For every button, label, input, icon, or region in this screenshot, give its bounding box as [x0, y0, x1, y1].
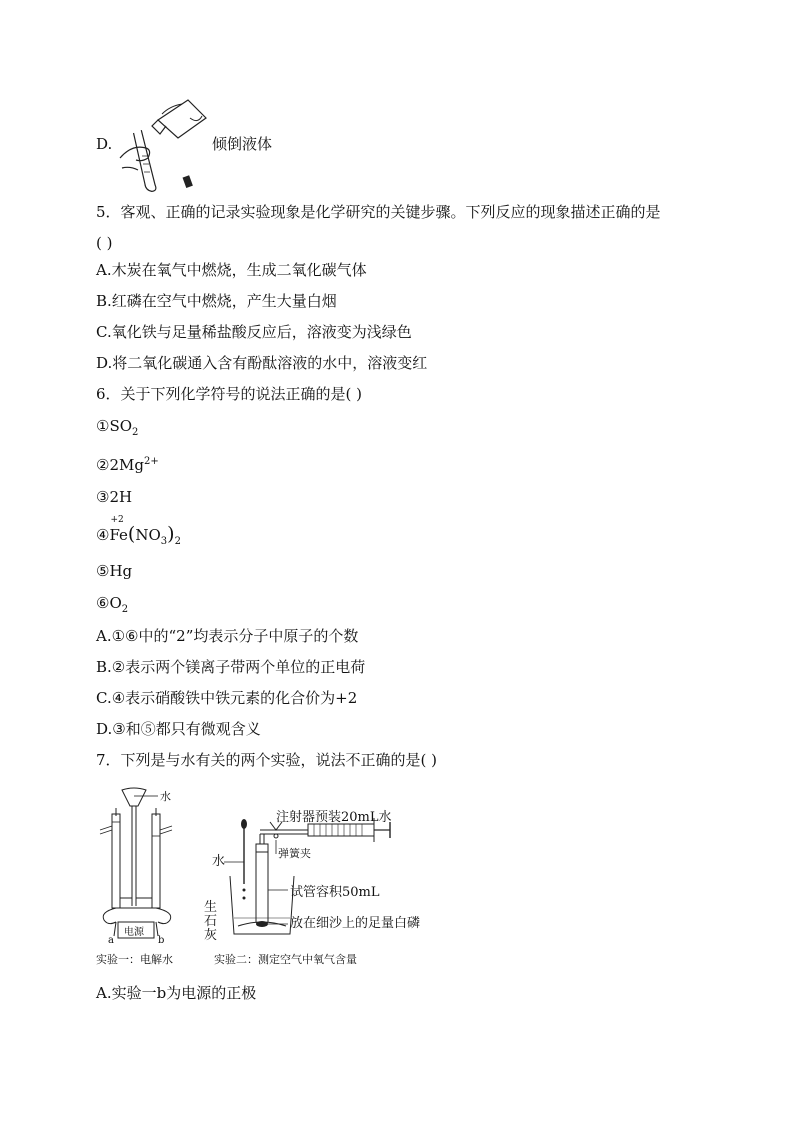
- q6-symbol-6: [96, 593, 128, 620]
- q5-option-d: D.将二氧化碳通入含有酚酞溶液的水中，溶液变红: [96, 354, 428, 372]
- q6-symbol-2: [96, 452, 159, 475]
- electrolysis-figure: [94, 786, 204, 946]
- symbol-formula: SO: [109, 417, 133, 435]
- q5-stem-line2: ( ): [96, 234, 113, 252]
- symbol-number: ②: [96, 456, 110, 474]
- valence-mark: +2: [110, 515, 124, 525]
- symbol-subscript: 2: [174, 536, 181, 547]
- q5-option-b: B.红磷在空气中燃烧，产生大量白烟: [96, 292, 337, 310]
- symbol-number: ④: [96, 526, 110, 544]
- fig2-caption: 实验二：测定空气中氧气含量: [214, 953, 357, 966]
- symbol-formula: O: [109, 594, 122, 612]
- q6-option-a: A.①⑥中的“2”均表示分子中原子的个数: [96, 627, 359, 645]
- q5-option-c: C.氧化铁与足量稀盐酸反应后，溶液变为浅绿色: [96, 323, 412, 341]
- symbol-number: ③: [96, 488, 110, 506]
- symbol-group: NO: [135, 526, 161, 544]
- q6-symbol-1: [96, 416, 138, 443]
- group-subscript: 3: [160, 536, 168, 547]
- symbol-subscript: 2: [132, 427, 139, 438]
- fig2-water-label: 水: [212, 854, 226, 869]
- q6-option-b: B.②表示两个镁离子带两个单位的正电荷: [96, 658, 366, 676]
- q6-symbol-5: [96, 561, 132, 581]
- symbol-element: Fe: [109, 526, 128, 544]
- pouring-liquid-figure: [118, 96, 210, 192]
- power-source-label: 电源: [124, 927, 144, 938]
- symbol-formula: Hg: [109, 562, 133, 580]
- paren-open: (: [127, 523, 136, 545]
- q6-option-c: C.④表示硝酸铁中铁元素的化合价为+2: [96, 689, 358, 707]
- syringe-label: 注射器预装20mL水: [276, 810, 392, 825]
- q6-option-d: D.③和⑤都只有微观含义: [96, 720, 261, 738]
- tube-volume-label: 试管容积50mL: [290, 885, 380, 900]
- q6-symbol-3: [96, 487, 132, 507]
- q7-stem: 7．下列是与水有关的两个实验，说法不正确的是( ): [96, 751, 438, 769]
- q7-option-a: A.实验一b为电源的正极: [96, 984, 257, 1002]
- electrode-b-label: b: [158, 935, 165, 946]
- white-phosphorus-label: 放在细沙上的足量白磷: [290, 916, 421, 931]
- symbol-number: ①: [96, 417, 110, 435]
- q6-symbol-4: [96, 515, 181, 552]
- q6-stem: 6．关于下列化学符号的说法正确的是( ): [96, 385, 363, 403]
- q4-option-d-label: D.: [96, 135, 113, 153]
- q4-option-d-text: 倾倒液体: [212, 135, 273, 153]
- quicklime-label-2: 石: [204, 914, 218, 929]
- q5-stem-line1: 5．客观、正确的记录实验现象是化学研究的关键步骤。下列反应的现象描述正确的是: [96, 203, 661, 221]
- symbol-subscript: 2: [121, 604, 129, 615]
- electrode-a-label: a: [108, 935, 114, 946]
- quicklime-label-1: 生: [204, 900, 218, 915]
- symbol-number: ⑥: [96, 594, 110, 612]
- water-label: 水: [160, 790, 171, 803]
- symbol-formula: 2Mg: [109, 456, 144, 474]
- symbol-formula: 2H: [109, 488, 133, 506]
- paren-close: ): [167, 523, 175, 545]
- symbol-superscript: 2+: [143, 456, 159, 467]
- q5-option-a: A.木炭在氧气中燃烧，生成二氧化碳气体: [96, 261, 367, 279]
- spring-clip-label: 弹簧夹: [278, 847, 311, 860]
- fig1-caption: 实验一：电解水: [96, 953, 173, 966]
- quicklime-label-3: 灰: [204, 928, 218, 943]
- symbol-number: ⑤: [96, 562, 110, 580]
